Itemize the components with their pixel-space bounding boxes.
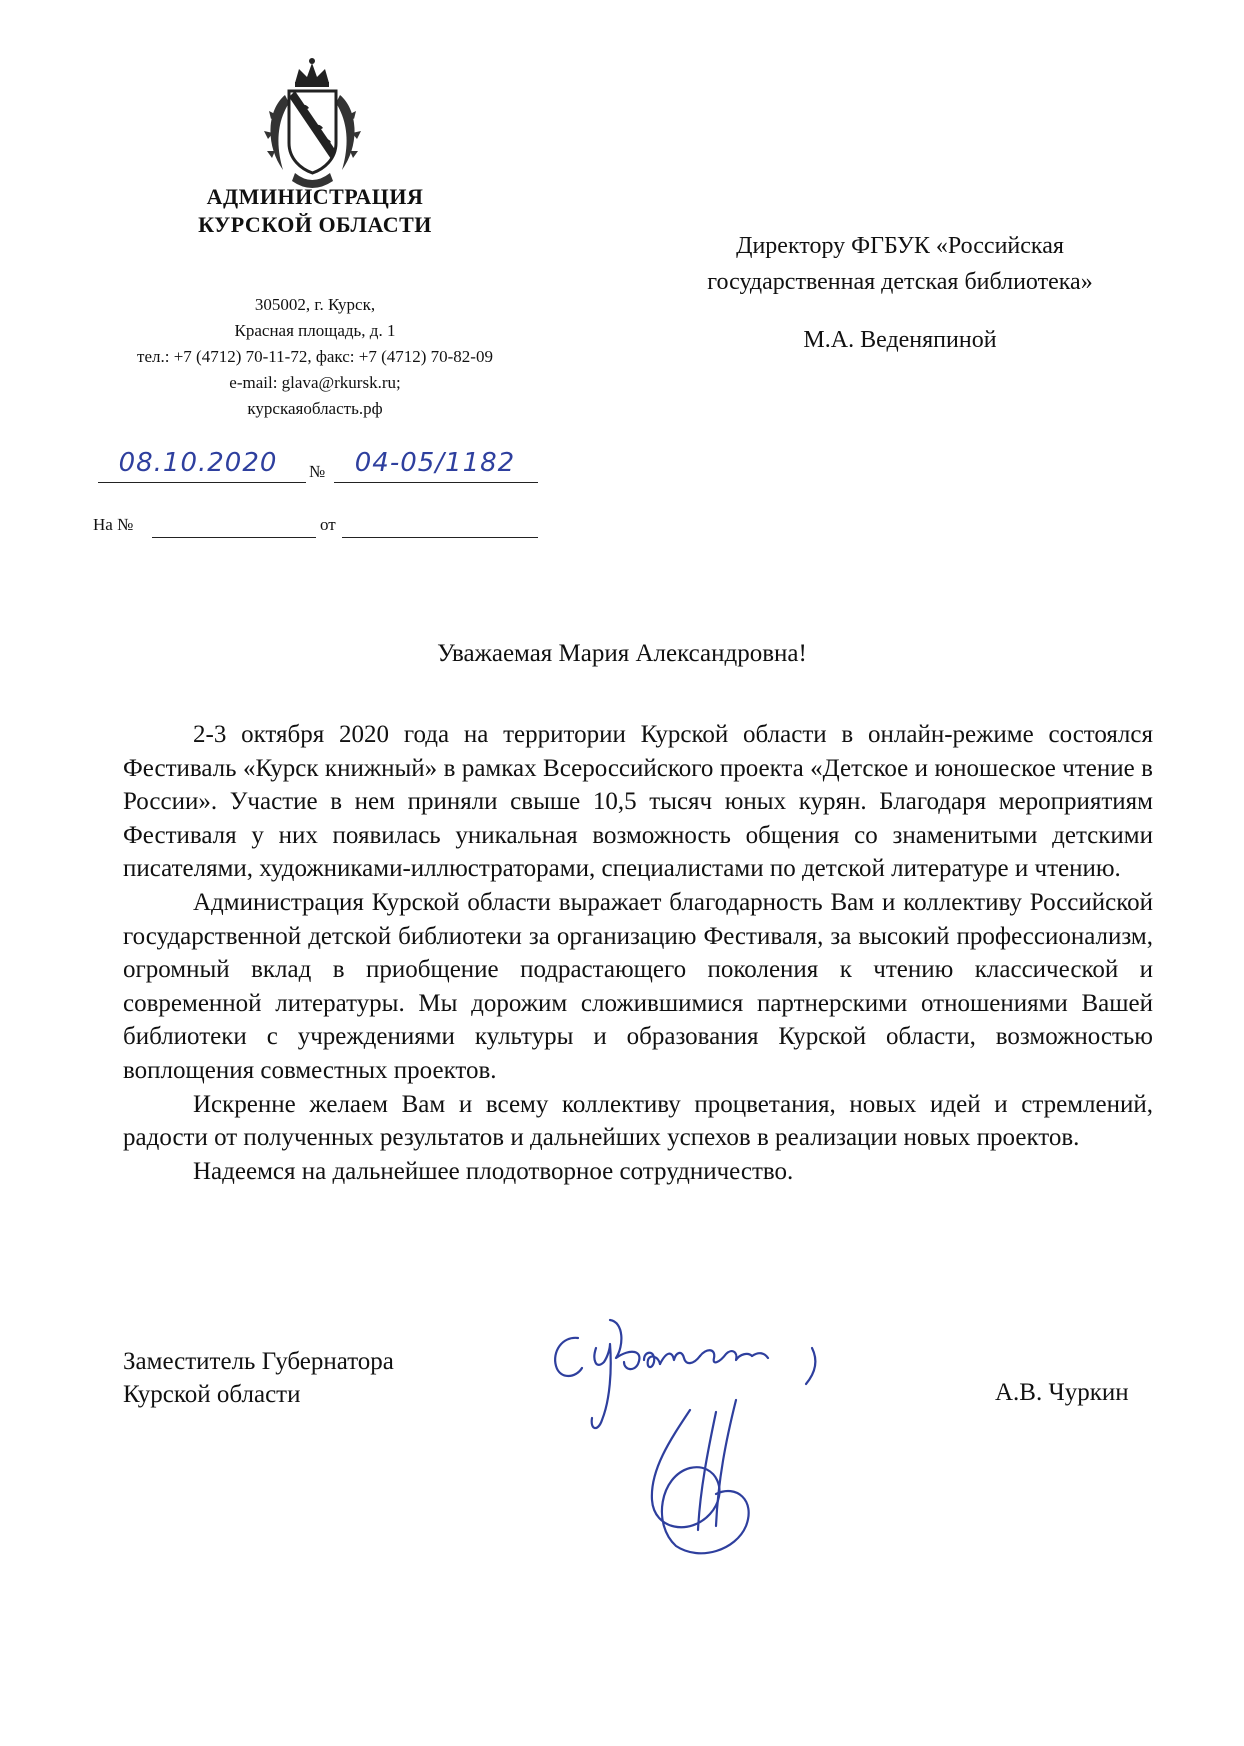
paragraph: Надеемся на дальнейшее плодотворное сотрудничество. xyxy=(193,1157,794,1185)
email: e-mail: glava@rkursk.ru; xyxy=(229,373,401,392)
ref-number-line xyxy=(152,537,316,538)
signatory-name: А.В. Чуркин xyxy=(995,1379,1129,1406)
signatory-position xyxy=(123,1345,394,1411)
org-name xyxy=(60,183,570,239)
salutation: Уважаемая Мария Александровна! xyxy=(437,640,807,667)
address-line2: Красная площадь, д. 1 xyxy=(234,321,396,340)
org-name-line2: КУРСКОЙ ОБЛАСТИ xyxy=(198,212,432,237)
reg-number-line xyxy=(334,482,538,483)
reg-number: 04-05/1182 xyxy=(354,448,516,478)
letter-body xyxy=(123,718,1153,1188)
website: курскаяобласть.рф xyxy=(247,399,383,418)
org-name-line1: АДМИНИСТРАЦИЯ xyxy=(206,184,424,209)
ref-from-line xyxy=(342,537,538,538)
position-line2: Курской области xyxy=(123,1381,301,1408)
phone-fax: тел.: +7 (4712) 70-11-72, факс: +7 (4712) 70-82-09 xyxy=(137,347,493,366)
handwritten-signature xyxy=(540,1300,870,1580)
reg-number-label: № xyxy=(309,462,326,481)
position-line1: Заместитель Губернатора xyxy=(123,1348,394,1375)
paragraph: Администрация Курской области выражает благодарность Вам и коллективу Российской государственной детской библиотеки за организацию Фестиваля, за высокий профессионализм, огромный вклад в приобщение подрастающего поколения к чтению классической и современной литературы. Мы дорожим сложившимися партнерскими отношениями Вашей библиотеки с учреждениями культуры и образования Курской области, возможностью воплощения совместных проектов. xyxy=(123,888,1153,1084)
reg-date: 08.10.2020 xyxy=(118,448,278,478)
reg-date-line xyxy=(98,482,306,483)
paragraph: 2-3 октября 2020 года на территории Курской области в онлайн-режиме состоялся Фестиваль «Курск книжный» в рамках Всероссийского проекта «Детское и юношеское чтение в России». Участие в нем приняли свыше 10,5 тысяч юных курян. Благодаря мероприятиям Фестиваля у них появилась уникальная возможность общения со знаменитыми детскими писателями, художниками-иллюстраторами, специалистами по детской литературе и чтению. xyxy=(123,721,1153,883)
recipient-name: М.А. Веденяпиной xyxy=(803,327,997,353)
ref-number-label: На № xyxy=(93,515,134,534)
recipient-block xyxy=(640,228,1160,358)
org-address xyxy=(60,292,570,422)
recipient-line1: Директору ФГБУК «Российская xyxy=(736,233,1064,259)
recipient-line2: государственная детская библиотека» xyxy=(707,269,1093,295)
ref-from-label: от xyxy=(320,515,336,534)
coat-of-arms-icon xyxy=(255,55,370,190)
address-line1: 305002, г. Курск, xyxy=(254,295,376,314)
paragraph: Искренне желаем Вам и всему коллективу процветания, новых идей и стремлений, радости от полученных результатов и дальнейших успехов в реализации новых проектов. xyxy=(123,1090,1153,1152)
